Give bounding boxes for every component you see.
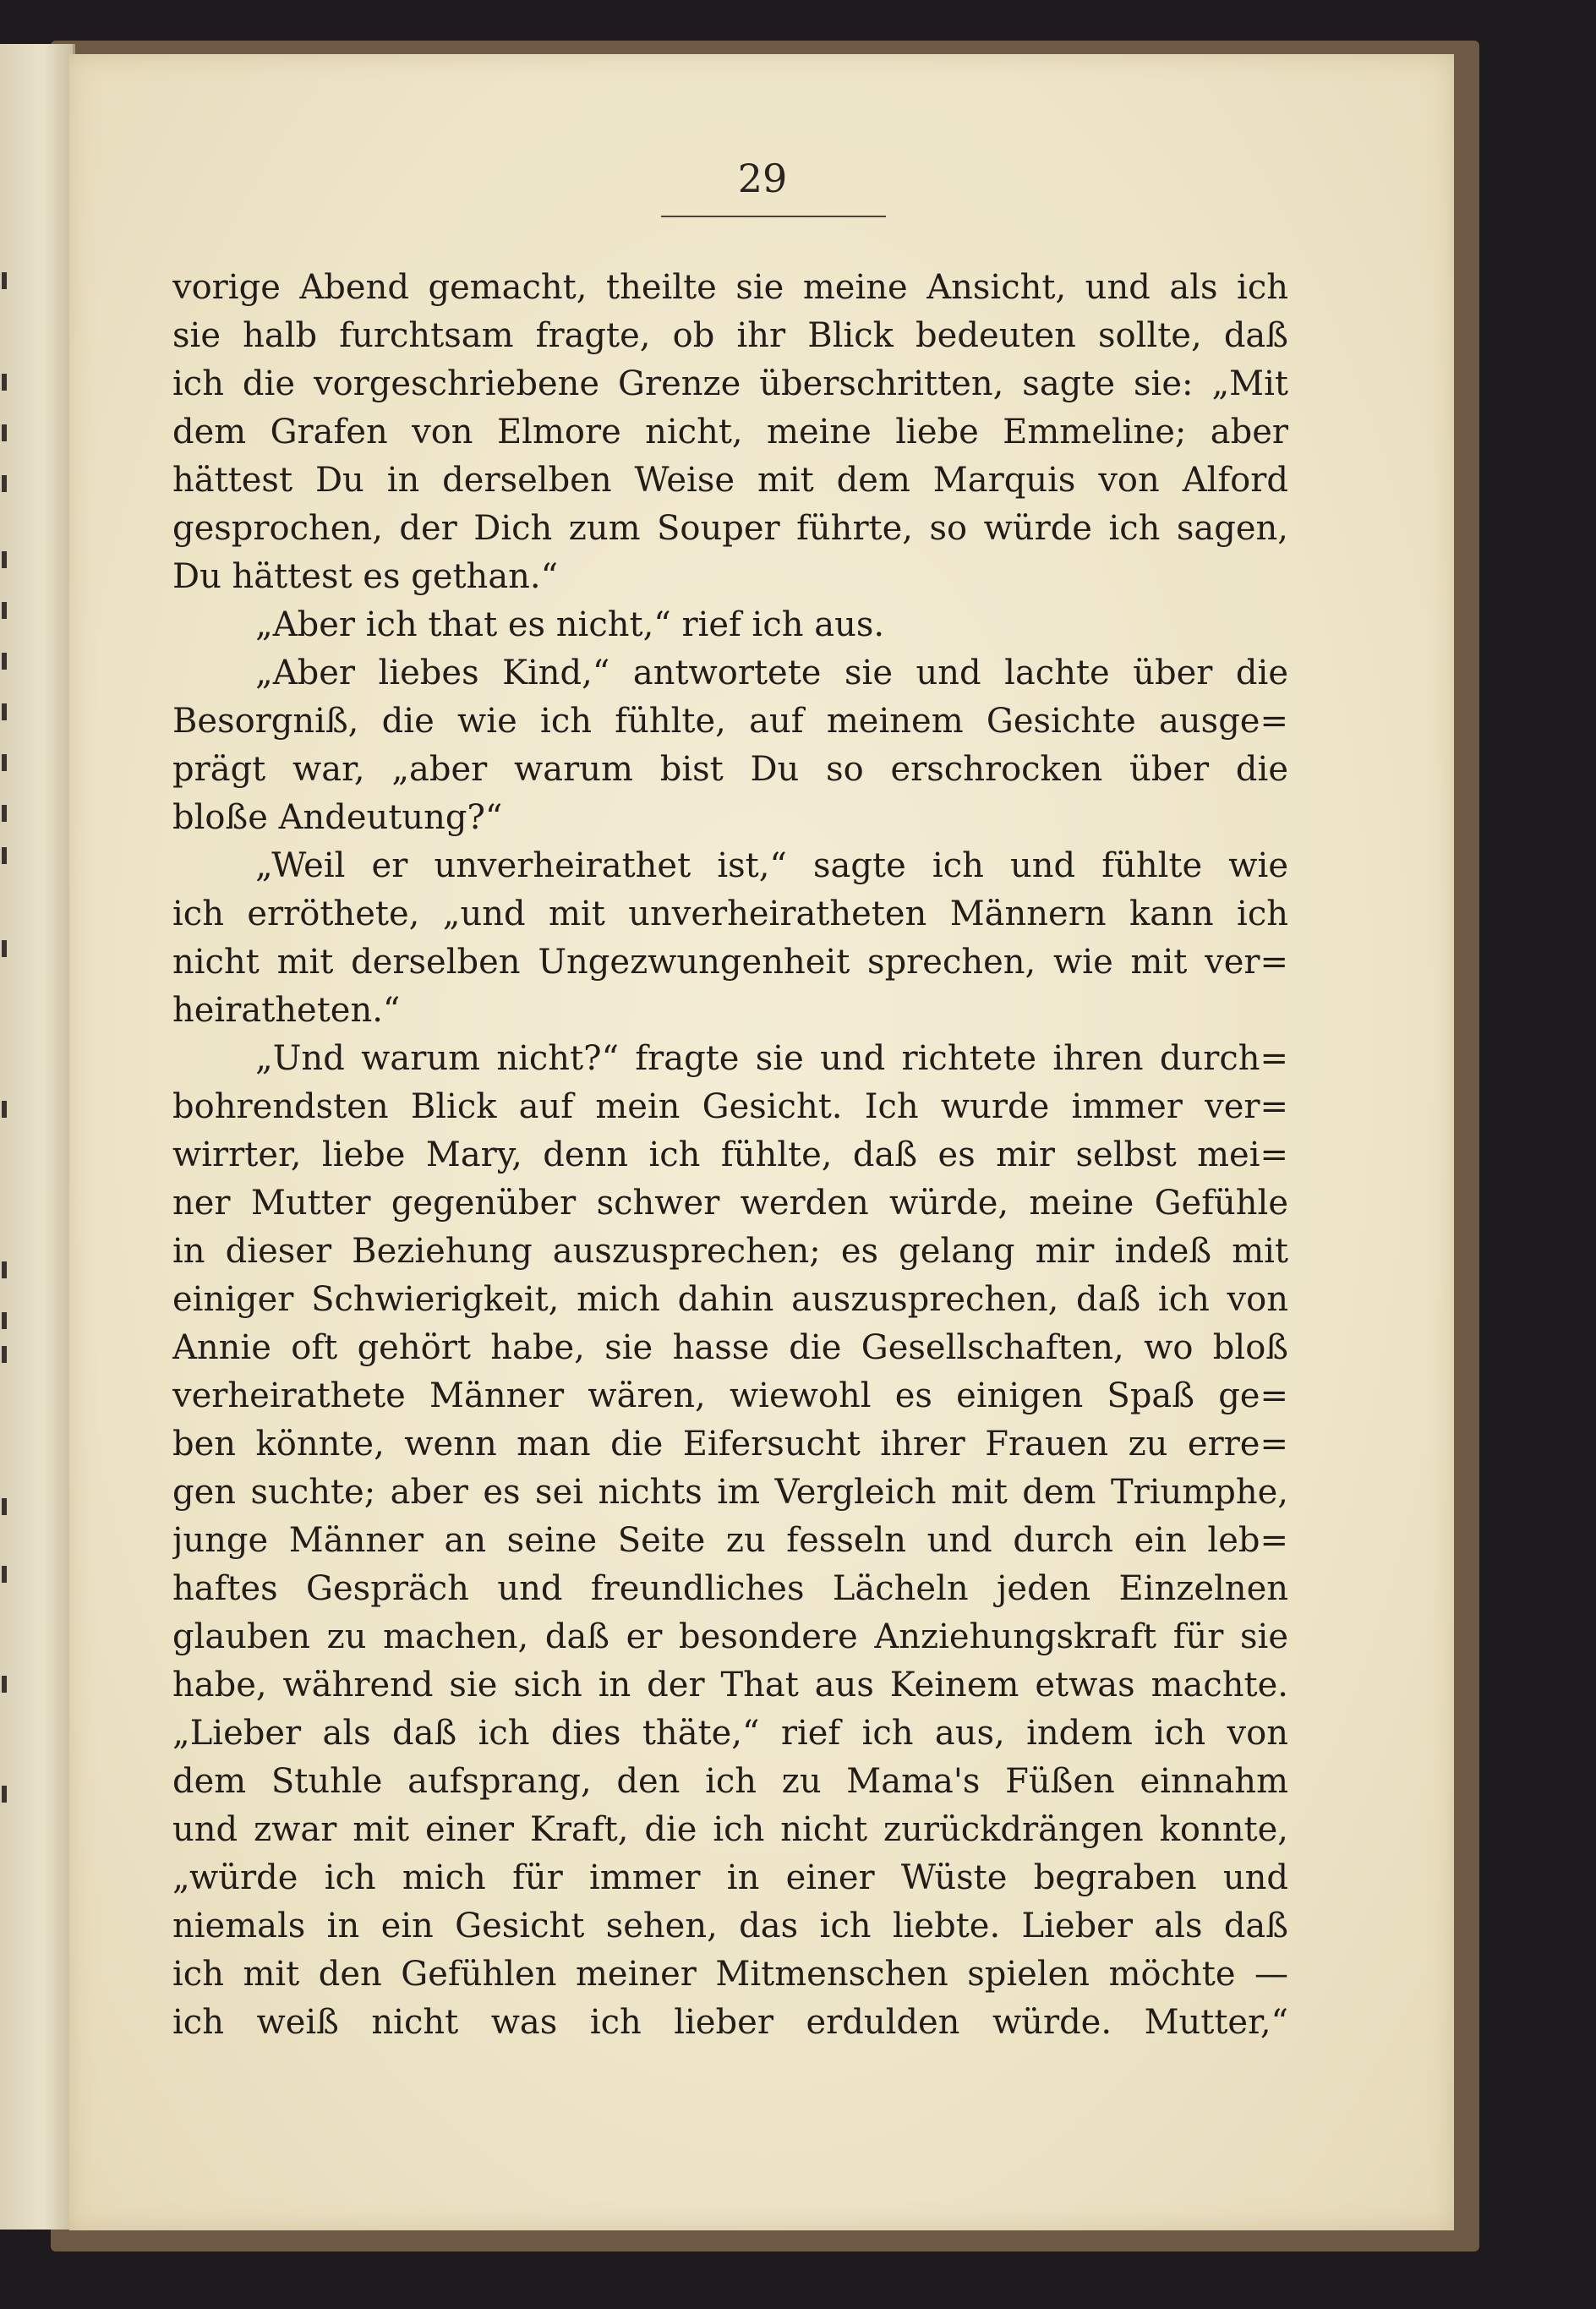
text-line: ich erröthete, „und mit unverheiratheten Männern kann ich [172, 895, 1288, 933]
facing-page-text-fragments [0, 44, 17, 2230]
text-line: „würde ich mich für immer in einer Wüste begraben und [172, 1858, 1288, 1897]
text-line: „Aber liebes Kind,“ antwortete sie und lachte über die [255, 654, 1288, 692]
text-line: vorige Abend gemacht, theilte sie meine Ansicht, und als ich [172, 268, 1288, 307]
book-page [69, 54, 1454, 2230]
text-line: einiger Schwierigkeit, mich dahin auszusprechen, daß ich von [172, 1280, 1288, 1319]
text-line: Du hättest es gethan.“ [172, 557, 559, 596]
text-line: glauben zu machen, daß er besondere Anziehungskraft für sie [172, 1617, 1288, 1656]
text-line: niemals in ein Gesicht sehen, das ich liebte. Lieber als daß [172, 1907, 1288, 1945]
text-line: dem Grafen von Elmore nicht, meine liebe Emmeline; aber [172, 413, 1288, 451]
facing-page-edge [0, 44, 75, 2230]
text-line: ich die vorgeschriebene Grenze überschritten, sagte sie: „Mit [172, 364, 1288, 403]
text-line: bloße Andeutung?“ [172, 798, 503, 837]
text-line: Besorgniß, die wie ich fühlte, auf meinem Gesichte ausge= [172, 702, 1288, 741]
page-number: 29 [737, 156, 788, 201]
text-line: ich weiß nicht was ich lieber erdulden würde. Mutter,“ [172, 2003, 1288, 2042]
page-number-rule [661, 216, 886, 217]
text-line: „Und warum nicht?“ fragte sie und richtete ihren durch= [255, 1039, 1288, 1078]
text-line: dem Stuhle aufsprang, den ich zu Mama's Füßen einnahm [172, 1762, 1288, 1801]
text-line: habe, während sie sich in der That aus Keinem etwas machte. [172, 1666, 1288, 1704]
text-line: haftes Gespräch und freundliches Lächeln jeden Einzelnen [172, 1569, 1288, 1608]
body-text [172, 264, 1288, 2047]
text-line: „Lieber als daß ich dies thäte,“ rief ich aus, indem ich von [172, 1714, 1288, 1753]
text-line: sie halb furchtsam fragte, ob ihr Blick bedeuten sollte, daß [172, 316, 1288, 355]
text-line: bohrendsten Blick auf mein Gesicht. Ich wurde immer ver= [172, 1087, 1288, 1126]
text-line: „Weil er unverheirathet ist,“ sagte ich und fühlte wie [255, 846, 1288, 885]
text-line: „Aber ich that es nicht,“ rief ich aus. [255, 605, 885, 644]
text-line: wirrter, liebe Mary, denn ich fühlte, daß es mir selbst mei= [172, 1135, 1288, 1174]
text-line: heiratheten.“ [172, 991, 401, 1030]
text-line: gesprochen, der Dich zum Souper führte, so würde ich sagen, [172, 509, 1288, 548]
text-line: verheirathete Männer wären, wiewohl es einigen Spaß ge= [172, 1376, 1288, 1415]
text-line: junge Männer an seine Seite zu fesseln und durch ein leb= [172, 1521, 1288, 1560]
text-line: ben könnte, wenn man die Eifersucht ihrer Frauen zu erre= [172, 1425, 1288, 1464]
text-line: gen suchte; aber es sei nichts im Vergleich mit dem Triumphe, [172, 1473, 1288, 1512]
text-line: und zwar mit einer Kraft, die ich nicht zurückdrängen konnte, [172, 1810, 1288, 1849]
text-line: hättest Du in derselben Weise mit dem Marquis von Alford [172, 461, 1288, 500]
text-line: nicht mit derselben Ungezwungenheit sprechen, wie mit ver= [172, 943, 1288, 982]
text-line: in dieser Beziehung auszusprechen; es gelang mir indeß mit [172, 1232, 1288, 1271]
text-line: ich mit den Gefühlen meiner Mitmenschen spielen möchte — [172, 1955, 1288, 1994]
text-line: Annie oft gehört habe, sie hasse die Gesellschaften, wo bloß [172, 1328, 1288, 1367]
text-line: ner Mutter gegenüber schwer werden würde, meine Gefühle [172, 1184, 1288, 1223]
text-line: prägt war, „aber warum bist Du so erschrocken über die [172, 750, 1288, 789]
